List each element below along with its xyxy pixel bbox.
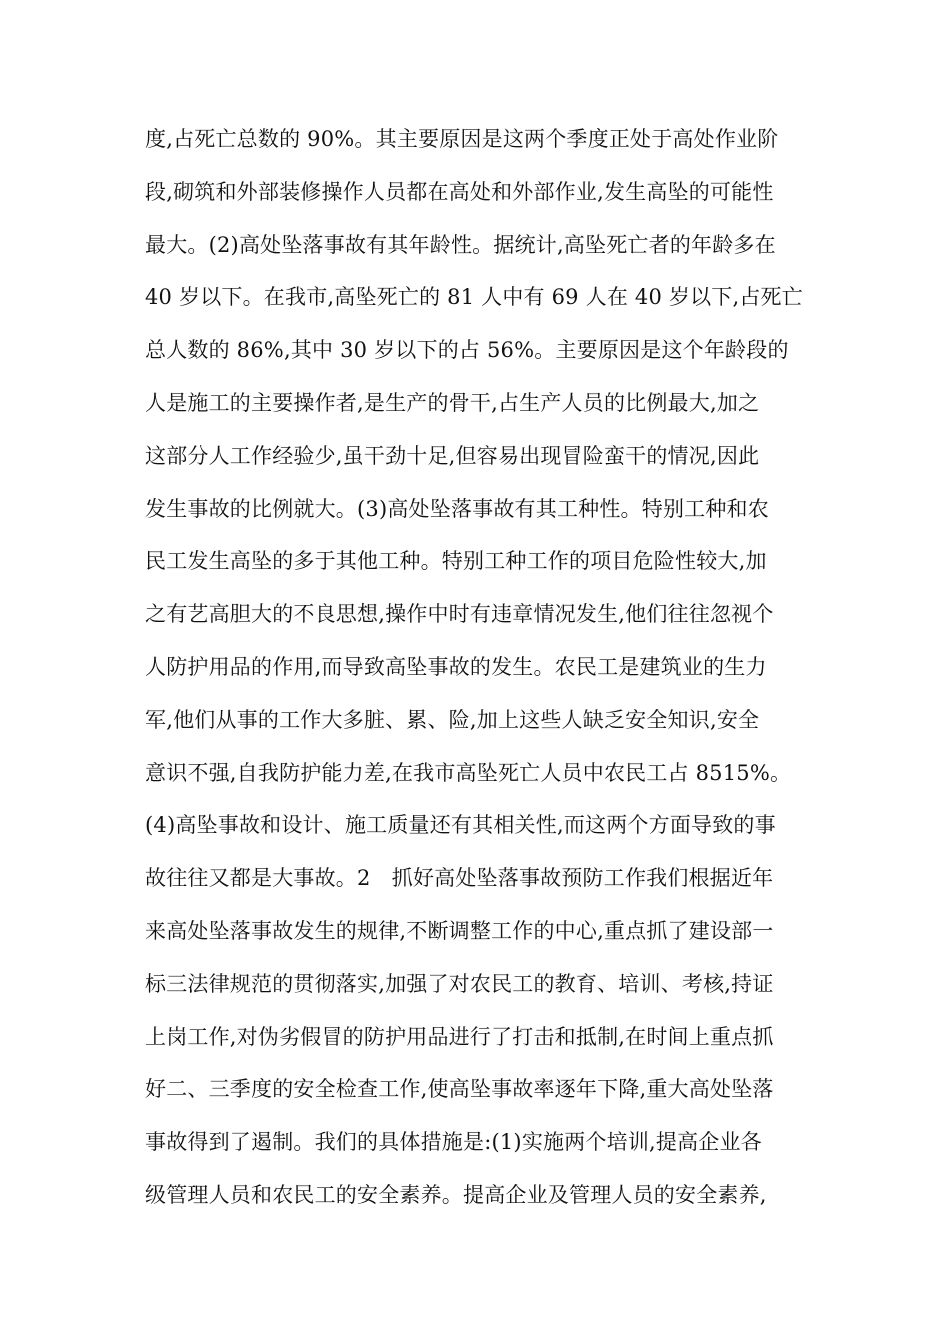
text-line: 上岗工作,对伪劣假冒的防护用品进行了打击和抵制,在时间上重点抓 (145, 1024, 774, 1049)
text-line: 军,他们从事的工作大多脏、累、险,加上这些人缺乏安全知识,安全 (145, 707, 760, 732)
text-line: 之有艺高胆大的不良思想,操作中时有违章情况发生,他们往往忽视个 (145, 602, 774, 627)
text-line: 好二、三季度的安全检查工作,使高坠事故率逐年下降,重大高处坠落 (145, 1077, 774, 1102)
text-line: 最大。(2)高处坠落事故有其年龄性。据统计,高坠死亡者的年龄多在 (145, 232, 776, 257)
text-line: 度,占死亡总数的 90%。其主要原因是这两个季度正处于高处作业阶 (145, 127, 779, 151)
text-line: 民工发生高坠的多于其他工种。特别工种工作的项目危险性较大,加 (145, 549, 767, 574)
text-line: 事故得到了遏制。我们的具体措施是:(1)实施两个培训,提高企业各 (145, 1130, 762, 1155)
text-line: 人防护用品的作用,而导致高坠事故的发生。农民工是建筑业的生力 (145, 654, 767, 679)
body-text (145, 113, 810, 1222)
text-line: 这部分人工作经验少,虽干劲十足,但容易出现冒险蛮干的情况,因此 (145, 443, 760, 468)
text-line: 来高处坠落事故发生的规律,不断调整工作的中心,重点抓了建设部一 (145, 918, 774, 943)
text-line: 人是施工的主要操作者,是生产的骨干,占生产人员的比例最大,加之 (145, 390, 760, 415)
text-line: 级管理人员和农民工的安全素养。提高企业及管理人员的安全素养, (145, 1182, 767, 1207)
text-line: 总人数的 86%,其中 30 岁以下的占 56%。主要原因是这个年龄段的 (145, 338, 789, 363)
text-line: 40 岁以下。在我市,高坠死亡的 81 人中有 69 人在 40 岁以下,占死亡 (145, 285, 803, 310)
text-line: 段,砌筑和外部装修操作人员都在高处和外部作业,发生高坠的可能性 (145, 179, 774, 204)
text-line: (4)高坠事故和设计、施工质量还有其相关性,而这两个方面导致的事 (145, 813, 776, 838)
text-line: 标三法律规范的贯彻落实,加强了对农民工的教育、培训、考核,持证 (145, 971, 774, 996)
text-line: 意识不强,自我防护能力差,在我市高坠死亡人员中农民工占 8515%。 (145, 760, 792, 785)
text-line: 发生事故的比例就大。(3)高处坠落事故有其工种性。特别工种和农 (145, 496, 769, 521)
text-line: 故往往又都是大事故。2 抓好高处坠落事故预防工作我们根据近年 (145, 866, 774, 891)
